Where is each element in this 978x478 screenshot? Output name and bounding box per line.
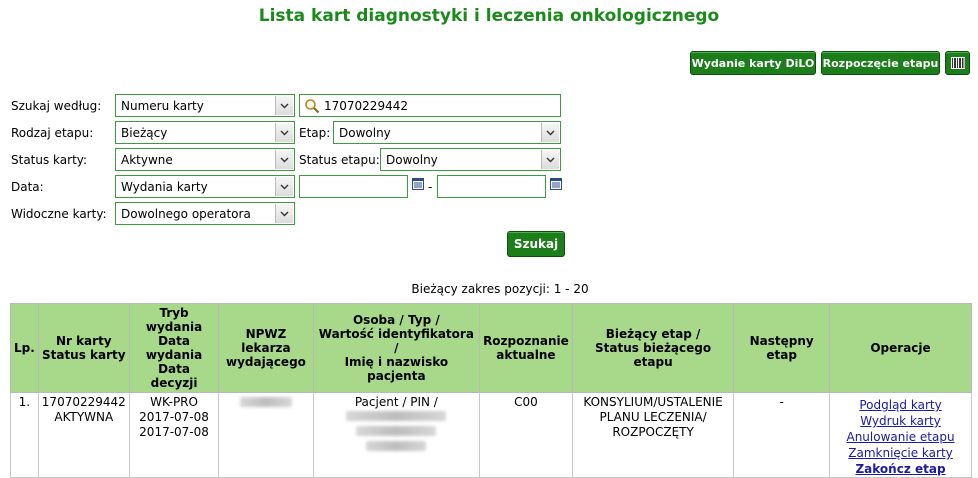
cell-diagnosis: C00 bbox=[480, 393, 573, 478]
cell-person: Pacjent / PIN / bbox=[313, 393, 479, 478]
chevron-down-icon bbox=[275, 204, 293, 223]
calendar-icon[interactable] bbox=[412, 178, 424, 190]
card-status-label: Status karty: bbox=[11, 153, 88, 167]
range-info: Bieżący zakres pozycji: 1 - 20 bbox=[411, 282, 589, 296]
search-by-label: Szukaj według: bbox=[11, 99, 102, 113]
stage-status-value: Dowolny bbox=[386, 152, 438, 167]
start-stage-button[interactable]: Rozpoczęcie etapu bbox=[821, 51, 940, 75]
stage-label: Etap: bbox=[299, 126, 331, 140]
col-mode: Tryb wydania Data wydania Data decyzji bbox=[129, 304, 219, 393]
col-diagnosis: Rozpoznanie aktualne bbox=[480, 304, 573, 393]
col-operations: Operacje bbox=[830, 304, 972, 393]
chevron-down-icon bbox=[541, 150, 559, 169]
col-npwz: NPWZ lekarza wydającego bbox=[219, 304, 313, 393]
cards-table bbox=[10, 303, 972, 478]
col-lp: Lp. bbox=[11, 304, 39, 393]
col-current-stage: Bieżący etap / Status bieżącego etapu bbox=[572, 304, 734, 393]
search-by-select[interactable] bbox=[115, 94, 295, 117]
preview-card-link[interactable]: Podgląd karty bbox=[859, 398, 942, 412]
print-card-link[interactable]: Wydruk karty bbox=[860, 414, 941, 428]
redacted-identifier bbox=[346, 411, 446, 421]
stage-select[interactable] bbox=[333, 121, 561, 144]
stage-value: Dowolny bbox=[339, 125, 391, 140]
date-range-separator: - bbox=[428, 180, 433, 194]
cell-next-stage: - bbox=[734, 393, 830, 478]
stage-status-label: Status etapu: bbox=[299, 153, 380, 167]
cell-lp: 1. bbox=[11, 393, 39, 478]
search-button[interactable]: Szukaj bbox=[507, 231, 565, 257]
cell-card: 17070229442 AKTYWNA bbox=[38, 393, 129, 478]
visible-cards-label: Widoczne karty: bbox=[11, 207, 107, 221]
search-by-value: Numeru karty bbox=[121, 98, 204, 113]
cell-operations bbox=[830, 393, 972, 478]
table-row bbox=[11, 393, 972, 478]
calendar-icon[interactable] bbox=[550, 178, 562, 190]
cell-npwz bbox=[219, 393, 313, 478]
stage-type-value: Bieżący bbox=[121, 125, 168, 140]
chevron-down-icon bbox=[275, 150, 293, 169]
chevron-down-icon bbox=[275, 96, 293, 115]
date-type-value: Wydania karty bbox=[121, 179, 208, 194]
card-status-select[interactable] bbox=[115, 148, 295, 171]
date-to-input[interactable] bbox=[437, 175, 546, 198]
table-header bbox=[11, 304, 972, 393]
cell-mode: WK-PRO 2017-07-08 2017-07-08 bbox=[129, 393, 219, 478]
finish-stage-link[interactable]: Zakończ etap bbox=[855, 462, 946, 476]
date-from-input[interactable] bbox=[299, 175, 408, 198]
visible-cards-value: Dowolnego operatora bbox=[121, 206, 251, 221]
stage-type-select[interactable] bbox=[115, 121, 295, 144]
col-next-stage: Następny etap bbox=[734, 304, 830, 393]
close-card-link[interactable]: Zamknięcie karty bbox=[848, 446, 953, 460]
visible-cards-select[interactable] bbox=[115, 202, 295, 225]
cell-current-stage: KONSYLIUM/USTALENIE PLANU LECZENIA/ ROZPOCZĘTY bbox=[572, 393, 734, 478]
date-type-select[interactable] bbox=[115, 175, 295, 198]
search-input-value: 17070229442 bbox=[324, 98, 408, 113]
col-card: Nr karty Status karty bbox=[38, 304, 129, 393]
barcode-icon bbox=[951, 57, 965, 69]
stage-status-select[interactable] bbox=[380, 148, 561, 171]
page-title: Lista kart diagnostyki i leczenia onkologicznego bbox=[258, 6, 720, 26]
date-label: Data: bbox=[11, 180, 44, 194]
cancel-stage-link[interactable]: Anulowanie etapu bbox=[846, 430, 955, 444]
stage-type-label: Rodzaj etapu: bbox=[11, 126, 94, 140]
search-input[interactable] bbox=[299, 94, 561, 117]
col-person: Osoba / Typ / Wartość identyfikatora / Imię i nazwisko pacjenta bbox=[313, 304, 479, 393]
chevron-down-icon bbox=[275, 123, 293, 142]
redacted-name bbox=[356, 426, 436, 436]
chevron-down-icon bbox=[541, 123, 559, 142]
issue-card-button[interactable]: Wydanie karty DiLO bbox=[690, 51, 816, 75]
card-status-value: Aktywne bbox=[121, 152, 173, 167]
redacted-npwz bbox=[240, 397, 292, 407]
barcode-button[interactable] bbox=[945, 51, 970, 75]
search-icon bbox=[304, 98, 320, 114]
chevron-down-icon bbox=[275, 177, 293, 196]
